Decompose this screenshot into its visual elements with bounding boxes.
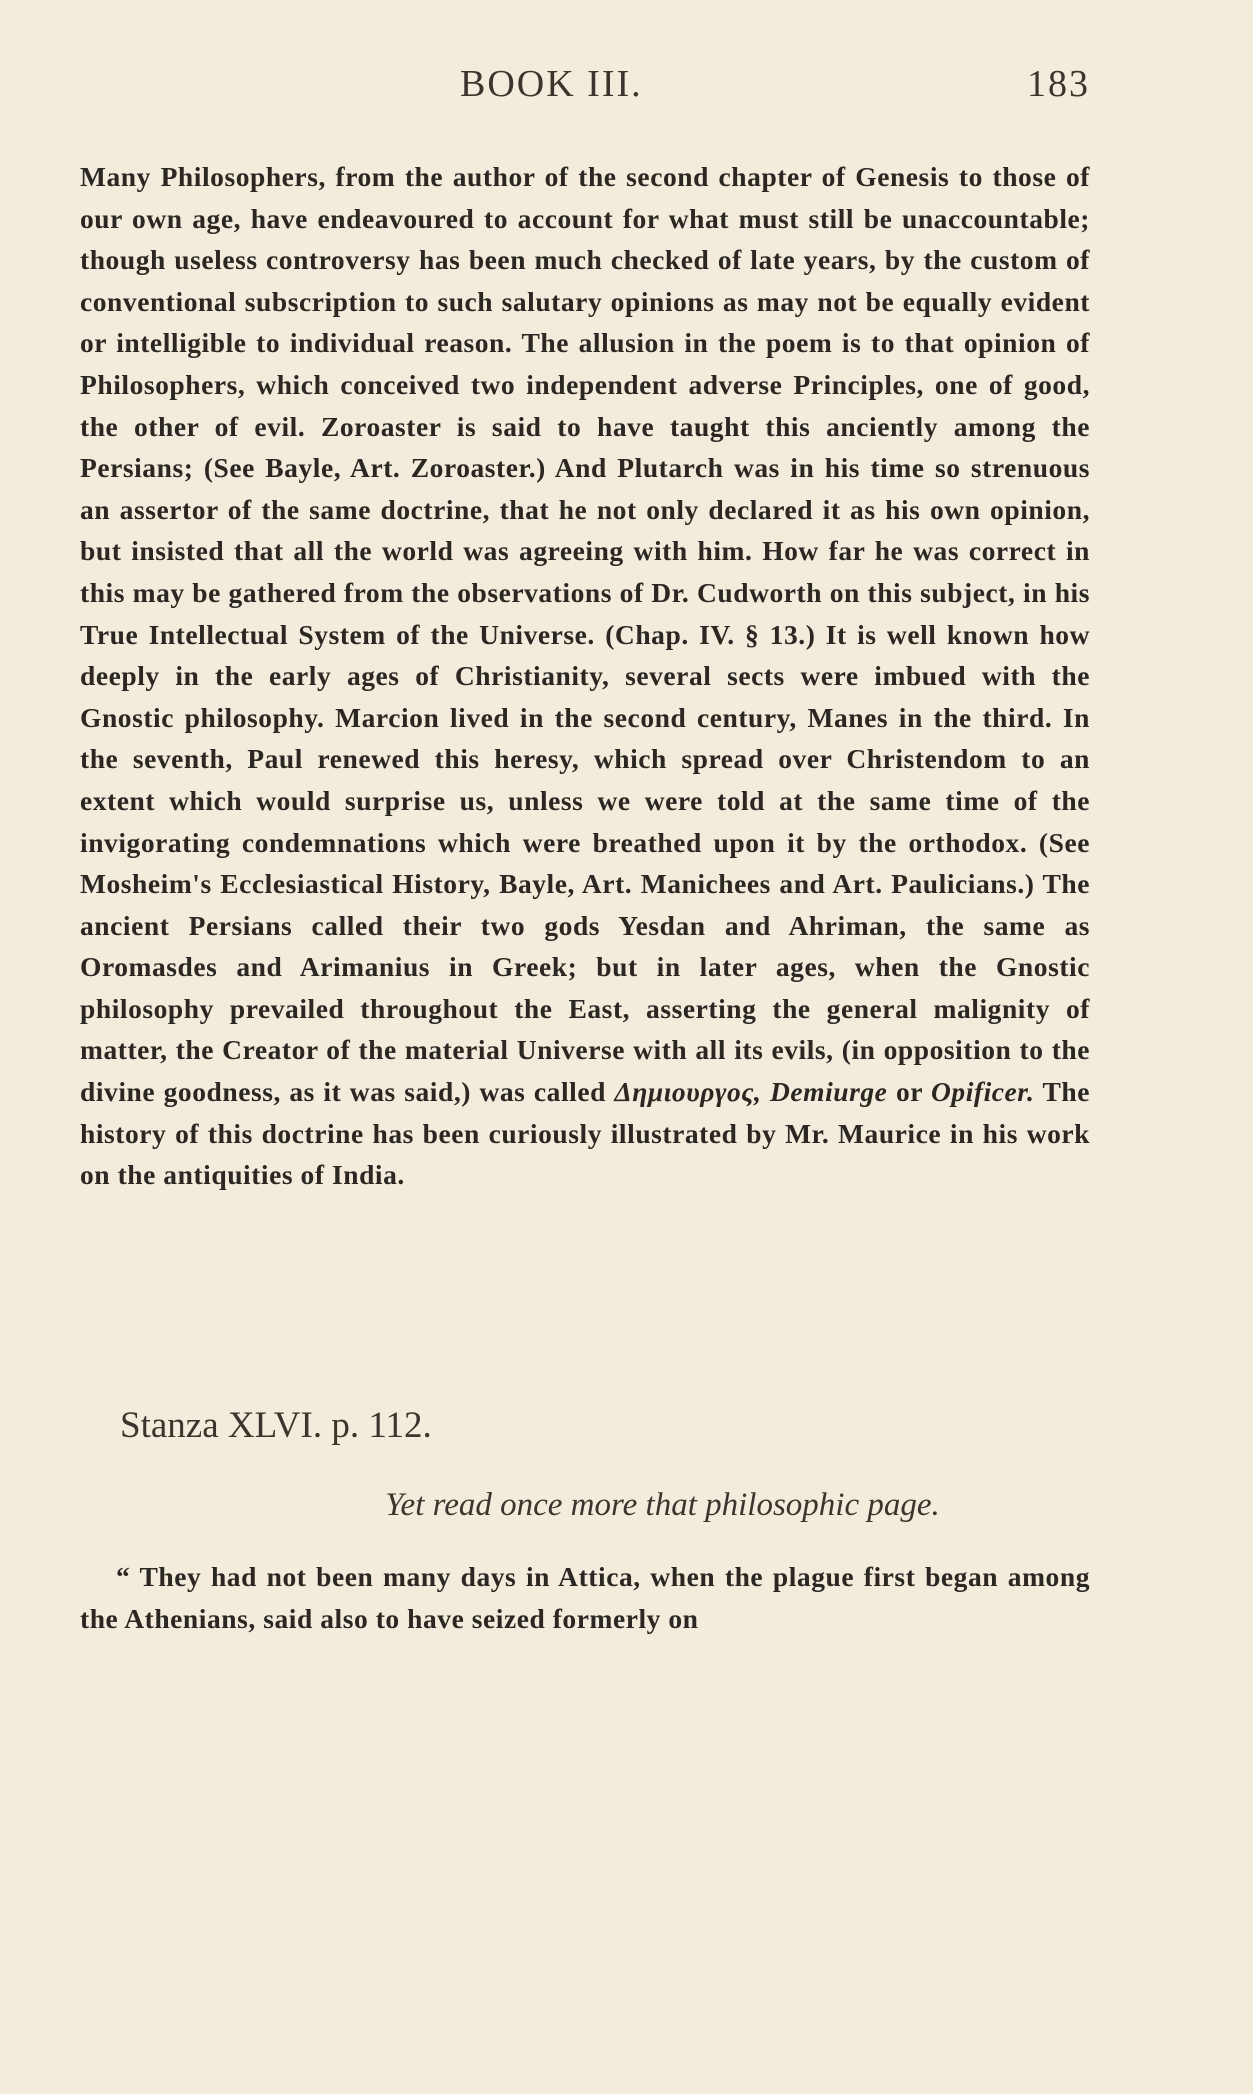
continuation-text: “ They had not been many days in Attica, when the plague first began among the Athenians, said also to have seized formerly on xyxy=(80,1561,1090,1634)
main-paragraph xyxy=(80,156,1090,1196)
term-demiurge: Demiurge xyxy=(769,1076,888,1108)
page-number: 183 xyxy=(1027,63,1090,105)
greek-term: Δημιουργος, xyxy=(614,1076,762,1108)
paragraph-part-1: Many Philosophers, from the author of the second chapter of Genesis to those of our own age, have endeavoured to account for what must still be unaccountable; though useless controversy has been much checked of late years, by the custom of conventional subscription to such salutary opinions as may not be equally evident or intelligible to individual reason. The allusion in the poem is to that opinion of Philosophers, which conceived two independent adverse Principles, one of good, the other of evil. Zoroaster is said to have taught this anciently among the Persians; (See Bayle, Art. Zoroaster.) And Plutarch was in his time so strenuous an assertor of the same doctrine, that he not only declared it as his own opinion, but insisted that all the world was agreeing with him. How far he was correct in this may be gathered from the observations of Dr. Cudworth on this subject, in his True Intellectual System of the Universe. (Chap. IV. § 13.) It is well known how deeply in the early ages of Christianity, several sects were imbued with the Gnostic philosophy. Marcion lived in the second century, Manes in the third. In the seventh, Paul renewed this heresy, which spread over Christendom to an extent which would surprise us, unless we were told at the same time of the invigorating condemnations which were breathed upon it by the orthodox. (See Mosheim's Ecclesiastical History, Bayle, Art. Manichees and Art. Paulicians.) The ancient Persians called their two gods Yesdan and Ahriman, the same as Oromasdes and Arimanius in Greek; but in later ages, when the Gnostic philosophy prevailed throughout the East, asserting the general malignity of matter, the Creator of the material Universe with all its evils, (in opposition to the divine goodness, as it was said,) was called xyxy=(80,161,1090,1108)
paragraph-text xyxy=(80,156,1090,1196)
term-opificer: Opificer. xyxy=(931,1076,1035,1108)
stanza-heading: Stanza XLVI. p. 112. xyxy=(120,1405,432,1446)
paragraph-part-2: The history of this doctrine has been curiously illustrated by Mr. Maurice in his work on the antiquities of India. xyxy=(80,1076,1090,1191)
stanza-quote: Yet read once more that philosophic page. xyxy=(385,1487,940,1523)
running-header xyxy=(80,62,1090,112)
quote-line-wrap xyxy=(0,1487,1253,1524)
or-word: or xyxy=(895,1076,923,1108)
book-heading: BOOK III. xyxy=(460,63,643,105)
continuation-paragraph xyxy=(80,1556,1090,1639)
